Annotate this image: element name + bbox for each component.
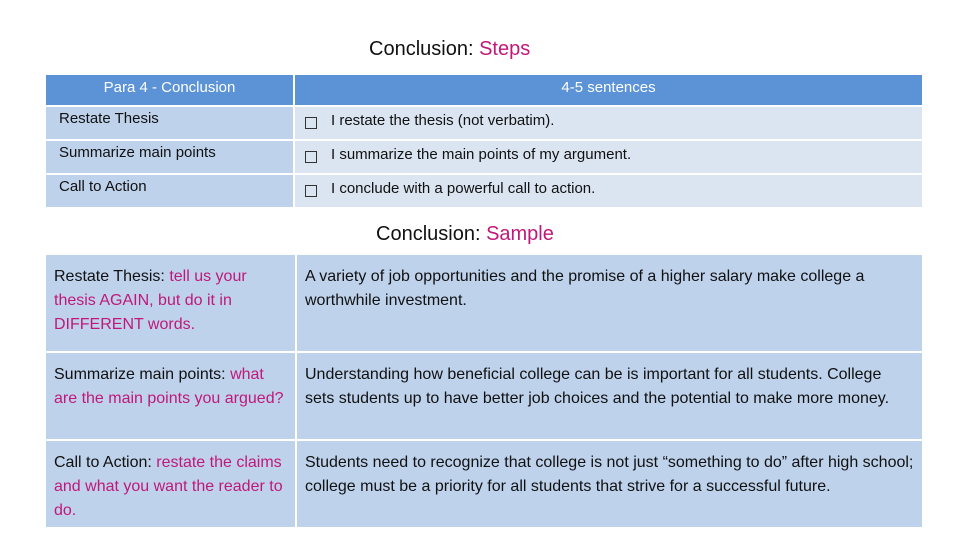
step-text: I restate the thesis (not verbatim). [294, 106, 923, 140]
table-row [45, 352, 923, 440]
sample-title-accent: Sample [486, 223, 554, 245]
step-text: I conclude with a powerful call to action. [294, 174, 923, 208]
bullet-box-icon [305, 117, 317, 129]
step-label: Summarize main points [45, 140, 294, 174]
sample-text: Understanding how beneficial college can be is important for all students. College sets students up to have better job choices and the potential to make more money. [296, 352, 923, 440]
sample-label-cell [45, 352, 296, 440]
step-label: Call to Action [45, 174, 294, 208]
sample-title: Conclusion: Sample [376, 223, 554, 245]
step-label: Restate Thesis [45, 106, 294, 140]
step-text: I summarize the main points of my argument. [294, 140, 923, 174]
steps-header-left: Para 4 - Conclusion [45, 74, 294, 106]
sample-hint: restate the claims and what you want the reader to do. [54, 454, 283, 519]
table-row [45, 174, 923, 208]
sample-label-cell [45, 440, 296, 528]
sample-label: Summarize main points: [54, 366, 231, 383]
sample-hint: what are the main points you argued? [54, 366, 284, 407]
table-row [45, 440, 923, 528]
steps-title: Conclusion: Steps [369, 38, 531, 60]
sample-label-cell [45, 254, 296, 352]
table-row [45, 140, 923, 174]
sample-text: A variety of job opportunities and the promise of a higher salary make college a worthwhile investment. [296, 254, 923, 352]
steps-title-accent: Steps [479, 38, 531, 60]
sample-label: Restate Thesis: [54, 268, 170, 285]
sample-text: Students need to recognize that college is not just “something to do” after high school; college must be a priority for all students that strive for a successful future. [296, 440, 923, 528]
sample-table [45, 254, 923, 528]
steps-header-row [45, 74, 923, 106]
steps-header-right: 4-5 sentences [294, 74, 923, 106]
sample-hint: tell us your thesis AGAIN, but do it in DIFFERENT words. [54, 268, 247, 333]
table-row [45, 254, 923, 352]
bullet-box-icon [305, 151, 317, 163]
steps-table [45, 74, 923, 208]
table-row [45, 106, 923, 140]
bullet-box-icon [305, 185, 317, 197]
sample-label: Call to Action: [54, 454, 157, 471]
